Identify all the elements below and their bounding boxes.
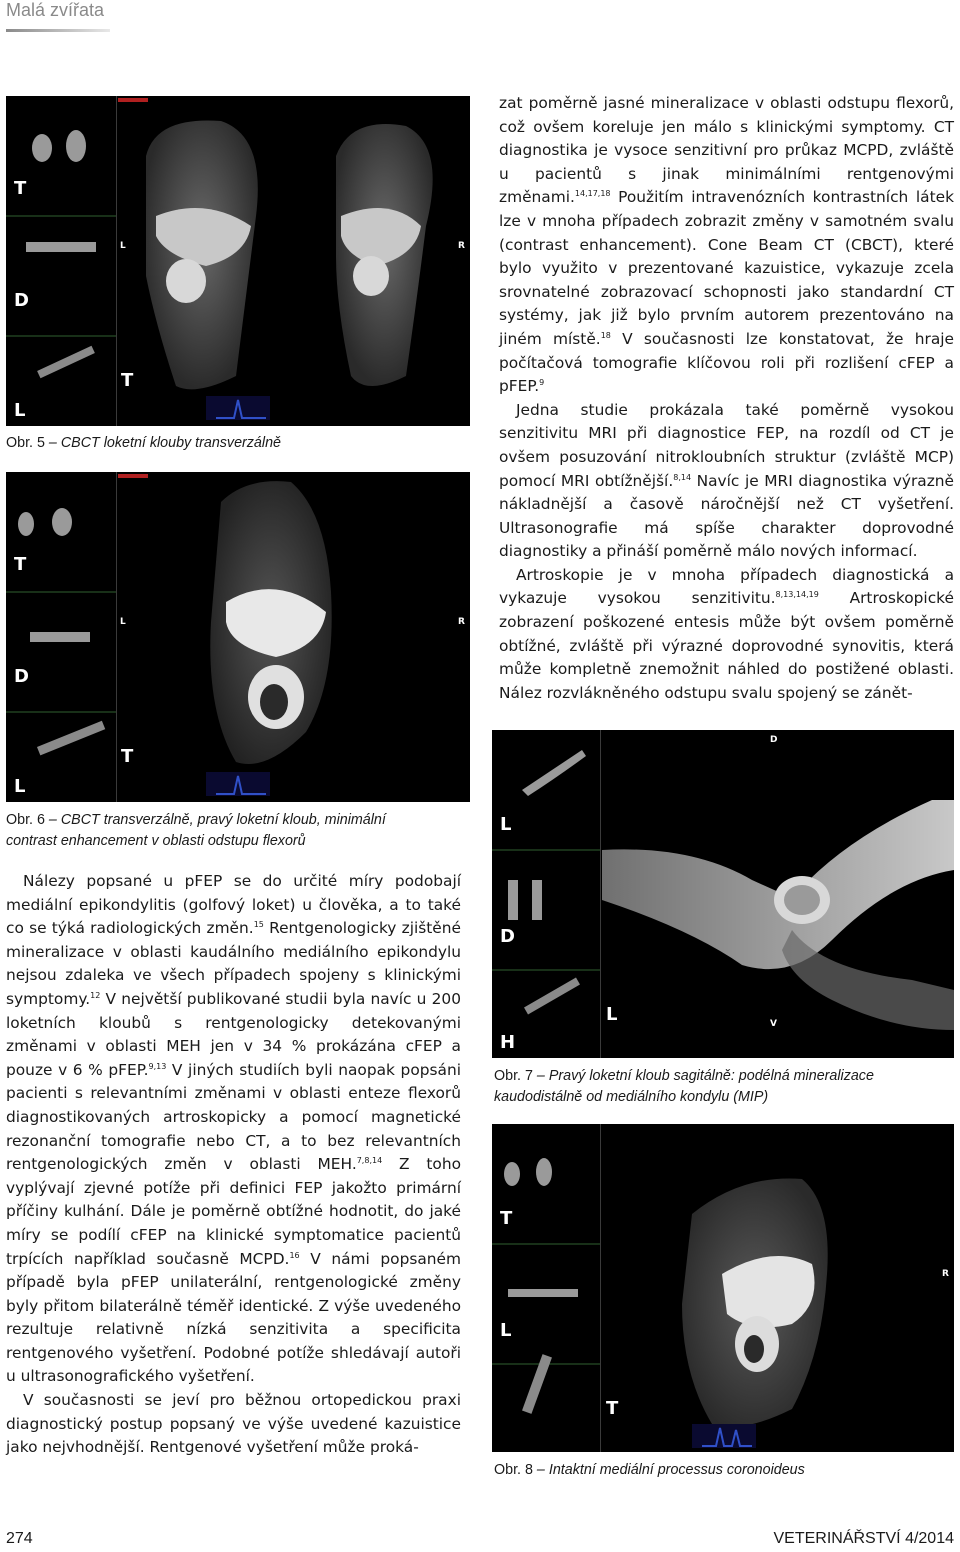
- figure-8-image: [492, 1124, 954, 1452]
- view-marker-d: D: [14, 666, 29, 687]
- ref: 16: [289, 1250, 300, 1260]
- view-marker-t2: T: [121, 746, 134, 767]
- figure-5-label: Obr. 5: [6, 435, 45, 451]
- figure-6-caption-line1: CBCT transverzálně, pravý loketní kloub, minimální: [60, 812, 386, 828]
- left-p1-a: Nálezy popsané u pFEP se do určité míry podobají mediální epikondylitis (golfový loket) u člověka, a to také co se týká radiologických změn.: [6, 872, 461, 938]
- left-column-text: [6, 870, 461, 1460]
- view-marker-t2: T: [606, 1398, 619, 1419]
- right-p1-c: V současnosti lze konstatovat, že hraje počítačová tomografie klíčovou roli při rozlišení cFEP a pFEP.: [499, 329, 955, 396]
- page-number: 274: [6, 1530, 33, 1547]
- running-header: Malá zvířata: [6, 0, 105, 20]
- figure-6-image: [6, 472, 470, 802]
- figure-5-caption-text: CBCT loketní klouby transverzálně: [60, 435, 281, 451]
- figure-7-label: Obr. 7: [494, 1068, 533, 1084]
- right-paragraph-3: [499, 564, 954, 706]
- view-marker-l2: L: [606, 1004, 618, 1025]
- figure-6-caption: Obr. 6 – CBCT transverzálně, pravý loketní kloub, minimální contrast enhancement v oblasti odstupu flexorů: [6, 812, 386, 849]
- left-paragraph-2: [6, 1389, 461, 1460]
- view-marker-l: L: [14, 400, 26, 421]
- view-marker-r: R: [942, 1269, 949, 1279]
- right-p2-a: Jedna studie prokázala také poměrně vysokou senzitivitu MRI při diagnostice FEP, na rozdíl od CT je ovšem posuzování nitrokloubních struktur (zvláště MCP) pomocí MRI obtížnější.: [499, 400, 954, 490]
- right-paragraph-2: [499, 399, 954, 564]
- ref: 18: [600, 330, 611, 340]
- view-marker-l2: L: [120, 241, 126, 251]
- left-p1-f: V námi popsaném případě byla pFEP unilaterální, rentgenologické změny byly přitom bilaterálně téměř identické. Z výše uvedeného rezultuje relativně nízká senzitivita a specificita rentgenového vyšetření. Podobné potíže shledávají autoři u ultrasonografického vyšetření.: [6, 1249, 461, 1386]
- left-p1-b: Rentgenologicky zjištěné mineralizace v oblasti kaudálního mediálního epikondylu nejsou zdaleka ve všech případech spojeny s klinickými symptomy.: [6, 919, 461, 1008]
- right-p3-a: Artroskopie je v mnoha případech diagnostická a vykazuje vysokou senzitivitu.: [499, 565, 954, 608]
- view-marker-t: T: [500, 1208, 513, 1229]
- view-marker-r: R: [458, 241, 465, 251]
- right-p1-b: Použitím intravenózních kontrastních látek lze v mnoha případech zobrazit změny v samotném svalu (contrast enhancement). Cone Beam CT (CBCT), které bylo využito v prezentované kazuistice, vykazuje zcela srovnatelné zobrazovací schopnosti jako standardní CT systémy, jak již bylo prvním autorem prezentováno na jiném místě.: [499, 188, 954, 348]
- view-marker-t2: T: [121, 370, 134, 391]
- right-p1-a: zat poměrně jasné mineralizace v oblasti odstupu flexorů, což ovšem koreluje jen málo s klinickými symptomy. CT diagnostika je vysoce senzitivní pro průkaz MCPD, zvláště u pacientů s jinak minimálními rentgenovými změnami.: [499, 94, 954, 207]
- view-marker-l2: L: [120, 617, 126, 627]
- figure-5-caption: Obr. 5 – CBCT loketní klouby transverzálně: [6, 435, 281, 451]
- left-p2: V současnosti se jeví pro běžnou ortopedickou praxi diagnostický postup popsaný ve výše uvedené kazuistice jako nejvhodnější. Rentgenové vyšetření může proká-: [6, 1391, 461, 1457]
- figure-8-label: Obr. 8: [494, 1462, 533, 1478]
- header-rule: [6, 29, 110, 32]
- left-p1-d: V jiných studiích byli naopak popsáni pacienti s relevantními změnami v oblasti enteze flexorů diagnostikovaných artroskopicky a pomocí magnetické rezonanční tomografie nebo CT, a to bez relevantních rentgenologických změn v oblasti MEH.: [6, 1060, 461, 1174]
- view-marker-r: R: [458, 617, 465, 627]
- ref: 14,17,18: [574, 189, 611, 199]
- view-marker-t: T: [14, 178, 27, 199]
- ref: 8,14: [673, 472, 692, 482]
- ref: 15: [253, 920, 264, 930]
- right-paragraph-1: [499, 92, 954, 399]
- right-p2-b: Navíc je MRI diagnostika výrazně nákladnější a časově náročnější než CT vyšetření. Ultrasonografie má spíše charakter doprovodné diagnostiky a přináší poměrně málo nových informací.: [499, 471, 954, 561]
- figure-7-image: [492, 730, 954, 1058]
- right-column-text: [499, 92, 954, 705]
- left-p1-c: V největší publikované studii byla navíc u 200 loketních kloubů s rentgenologicky detekovanými změnami v oblasti MEH jen v 34 % prokázána cFEP a pouze v 6 % pFEP.: [6, 989, 461, 1079]
- figure-8-caption-text: Intaktní mediální processus coronoideus: [548, 1462, 805, 1478]
- figure-7-caption-line2: kaudodistálně od mediálního kondylu (MIP): [494, 1089, 769, 1105]
- view-marker-l: L: [500, 1320, 512, 1341]
- ref: 7,8,14: [356, 1156, 383, 1165]
- figure-5-image: [6, 96, 470, 426]
- ref: 9: [539, 378, 545, 387]
- view-marker-v: V: [770, 1019, 777, 1029]
- ref: 9,13: [148, 1061, 167, 1071]
- ref: 8,13,14,19: [775, 590, 819, 600]
- view-marker-h: H: [500, 1032, 516, 1053]
- figure-8-caption: Obr. 8 – Intaktní mediální processus coronoideus: [494, 1462, 805, 1478]
- figure-6-caption-line2: contrast enhancement v oblasti odstupu flexorů: [6, 833, 306, 849]
- view-marker-l: L: [500, 814, 512, 835]
- left-paragraph-1: [6, 870, 461, 1389]
- view-marker-t: T: [14, 554, 27, 575]
- figure-7-caption-line1: Pravý loketní kloub sagitálně: podélná mineralizace: [548, 1068, 874, 1084]
- view-marker-d: D: [14, 290, 29, 311]
- view-marker-d2: D: [770, 735, 778, 745]
- right-p3-b: Artroskopické zobrazení poškozené entesis může být ovšem poměrně obtížné, zvláště při výrazné doprovodné synovitis, která může kompletně znemožnit náhled do postižené oblasti. Nález rozvlákněného odstupu svalu spojený se zánět-: [499, 589, 955, 702]
- ref: 12: [90, 990, 101, 1000]
- figure-7-caption: Obr. 7 – Pravý loketní kloub sagitálně: podélná mineralizace kaudodistálně od mediálního kondylu (MIP): [494, 1068, 874, 1105]
- figure-6-label: Obr. 6: [6, 812, 45, 828]
- view-marker-d: D: [500, 926, 515, 947]
- journal-name: VETERINÁŘSTVÍ 4/2014: [773, 1530, 954, 1547]
- left-p1-e: Z toho vyplývají zjevné potíže při definici FEP jakožto primární příčiny kulhání. Dále je poměrně obtížné hodnotit, do jaké míry se podílí cFEP na klinické symptomatice pacientů trpících například současně MCPD.: [6, 1155, 462, 1268]
- view-marker-l: L: [14, 776, 26, 797]
